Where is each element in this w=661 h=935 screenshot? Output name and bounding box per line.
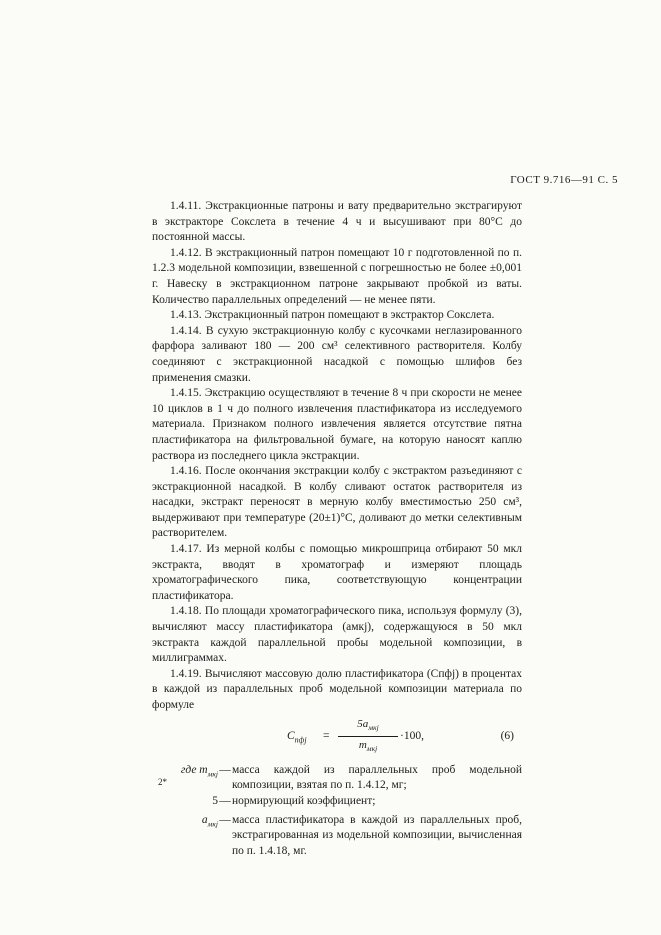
legend-symbol: где $m_{мкj}$ (180, 763, 218, 778)
legend-row (138, 794, 522, 813)
formula-number: (6) (500, 729, 514, 742)
document-body (152, 199, 522, 859)
paragraph-1-4-14: 1.4.14. В сухую экстракционную колбу с кусочками неглазированного фарфора заливают 180 — 200 см³ селективного растворителя. Колбу соединяют с экстракционной насадкой с помощью шлифов без применения смазки. (152, 324, 522, 384)
formula-numerator: $5a_{мкj}$ (338, 717, 398, 738)
formula-6 (152, 717, 522, 759)
paragraph-1-4-19: 1.4.19. Вычисляют массовую долю пластификатора (Cпфj) в процентах в каждой из параллельных проб модельной композиции материала по формуле (152, 667, 522, 711)
paragraph-1-4-17: 1.4.17. Из мерной колбы с помощью микрошприца отбирают 50 мкл экстракта, вводят в хроматограф и измеряют площадь хроматографического пика, соответствующую концентрации пластификатора. (152, 543, 522, 602)
page-header: ГОСТ 9.716—91 С. 5 (510, 174, 618, 186)
legend-description: масса каждой из параллельных проб модельной композиции, взятая по п. 1.4.12, мг; (232, 763, 522, 792)
paragraph-1-4-16: 1.4.16. После окончания экстракции колбу с экстрактом разъединяют с экстракционной насадкой. В колбу сливают остаток растворителя из насадки, экстракт переносят в мерную колбу вместимостью 250 см³, выдерживают при температуре (20±1)°С, доливают до метки селективным растворителем. (152, 465, 522, 540)
paragraph-1-4-12: 1.4.12. В экстракционный патрон помещают 10 г подготовленной по п. 1.2.3 модельной композиции, взвешенной с погрешностью не более ±0,001 г. Навеску в экстракционном патроне закрывают пробкой из ваты. Количество параллельных определений — не менее пяти. (152, 246, 522, 306)
legend-symbol: 5 (212, 794, 218, 807)
formula-legend (138, 763, 522, 860)
legend-dash: — (219, 813, 231, 826)
formula-denominator: $m_{мкj}$ (358, 739, 378, 754)
legend-row (138, 763, 522, 794)
legend-description: масса пластификатора в каждой из параллельных проб, экстрагированная из модельной композиции, вычисленная по п. 1.4.18, мг. (232, 813, 522, 857)
formula-multiplier: ·100, (400, 729, 424, 742)
paragraph-1-4-15: 1.4.15. Экстракцию осуществляют в течение 8 ч при скорости не менее 10 циклов в 1 ч до полного извлечения пластификатора из исследуемого материала. Признаком полного извлечения является отсутствие пятна пластификатора на фильтровальной бумаге, на которую наносят каплю раствора из последнего цикла экстракции. (152, 387, 522, 462)
legend-row (138, 813, 522, 860)
formula-equals: = (323, 729, 330, 742)
signature-mark: 2* (158, 777, 167, 787)
formula-lhs: $C_{пфj}$ (287, 729, 307, 744)
formula-fraction (338, 717, 398, 758)
paragraph-1-4-13: 1.4.13. Экстракционный патрон помещают в экстрактор Сокслета. (170, 309, 495, 322)
legend-dash: — (219, 794, 231, 807)
paragraph-1-4-18: 1.4.18. По площади хроматографического пика, используя формулу (3), вычисляют массу пластификатора (aмкj), содержащуюся в 50 мкл экстракта каждой параллельной пробы модельной композиции, в миллиграммах. (152, 605, 522, 665)
legend-dash: — (219, 763, 231, 776)
legend-symbol: $a_{мкj}$ (201, 813, 218, 828)
paragraph-1-4-11: 1.4.11. Экстракционные патроны и вату предварительно экстрагируют в экстракторе Сокслета в течение 4 ч и высушивают при 80°С до постоянной массы. (152, 200, 522, 244)
legend-description: нормирующий коэффициент; (232, 794, 376, 807)
